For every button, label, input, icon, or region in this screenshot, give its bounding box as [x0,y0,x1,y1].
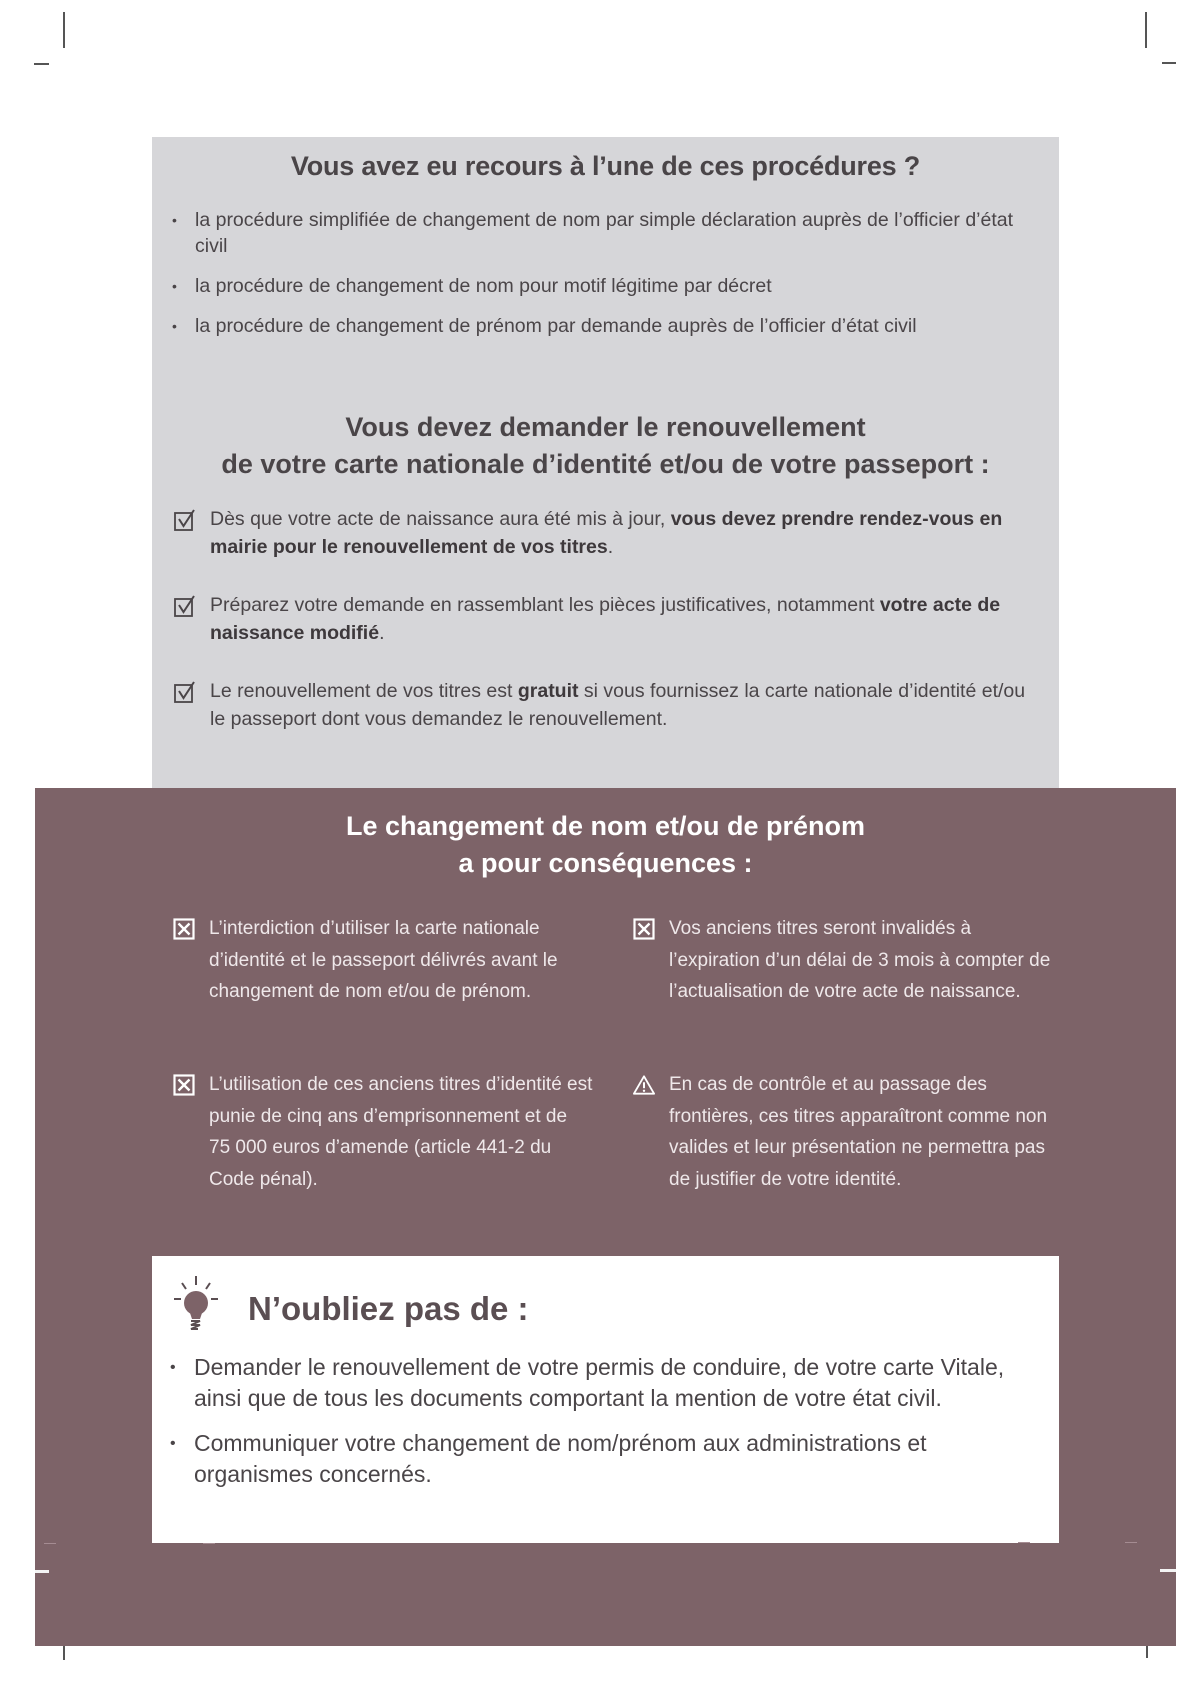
renewal-title: Vous devez demander le renouvellement de votre carte nationale d’identité et/ou de votre passeport : [221,412,990,479]
procedure-item: • la procédure de changement de prénom par demande auprès de l’officier d’état civil [172,315,917,337]
procedures-list [172,207,1032,353]
reminder-box [152,1256,1059,1543]
fold-mark [44,1543,56,1544]
renewal-item: Dès que votre acte de naissance aura été mis à jour, vous devez prendre rendez-vous en mairie pour le renouvellement de vos titres. [172,505,1032,561]
consequence-item: L’utilisation de ces anciens titres d’identité est punie de cinq ans d’emprisonnement et de 75 000 euros d’amende (article 441-2 du Code pénal). [173,1069,593,1195]
bullet-icon: • [172,212,177,228]
bullet-icon: • [172,278,177,294]
checkbox-crossed-icon [633,918,655,940]
bullet-icon: • [170,1359,176,1376]
checkbox-checked-icon [174,509,196,531]
warning-icon [633,1074,655,1096]
reminder-item: • Demander le renouvellement de votre permis de conduire, de votre carte Vitale, ainsi que de tous les documents comportant la mention de votre état civil. [170,1354,1005,1411]
crop-mark [1160,1569,1176,1572]
consequence-item: L’interdiction d’utiliser la carte nationale d’identité et le passeport délivrés avant le changement de nom et/ou de prénom. [173,913,593,1008]
procedures-title: Vous avez eu recours à l’une de ces procédures ? [290,151,921,181]
crop-mark [34,63,49,65]
renewal-item: Le renouvellement de vos titres est gratuit si vous fournissez la carte nationale d’identité et/ou le passeport dont vous demandez le renouvellement. [172,677,1032,733]
fold-mark [203,1543,215,1544]
crop-mark [63,12,65,48]
renewal-list [172,505,1032,763]
renewal-item: Préparez votre demande en rassemblant les pièces justificatives, notamment votre acte de naissance modifié. [172,591,1032,647]
fold-mark [1125,1542,1137,1543]
bullet-icon: • [172,318,177,334]
lightbulb-icon [170,1274,222,1336]
checkbox-checked-icon [174,681,196,703]
checkbox-crossed-icon [173,918,195,940]
checkbox-checked-icon [174,595,196,617]
consequences-title: Le changement de nom et/ou de prénom a pour conséquences : [345,811,866,878]
crop-mark [1162,62,1176,64]
reminder-title: N’oubliez pas de : [248,1290,529,1327]
procedure-item: • la procédure simplifiée de changement de nom par simple déclaration auprès de l’officier d’état civil [172,209,1014,257]
reminder-list [170,1352,1050,1504]
bullet-icon: • [170,1435,176,1452]
reminder-item: • Communiquer votre changement de nom/prénom aux administrations et organismes concernés. [170,1430,927,1487]
consequence-item: Vos anciens titres seront invalidés à l’expiration d’un délai de 3 mois à compter de l’actualisation de votre acte de naissance. [633,913,1053,1008]
checkbox-crossed-icon [173,1074,195,1096]
procedures-panel [152,137,1059,788]
procedure-item: • la procédure de changement de nom pour motif légitime par décret [172,275,772,297]
crop-mark [35,1570,49,1573]
consequences-panel [35,788,1176,1646]
crop-mark [1145,12,1147,48]
consequence-item: En cas de contrôle et au passage des frontières, ces titres apparaîtront comme non valides et leur présentation ne permettra pas de justifier de votre identité. [633,1069,1053,1195]
fold-mark [1018,1542,1030,1543]
